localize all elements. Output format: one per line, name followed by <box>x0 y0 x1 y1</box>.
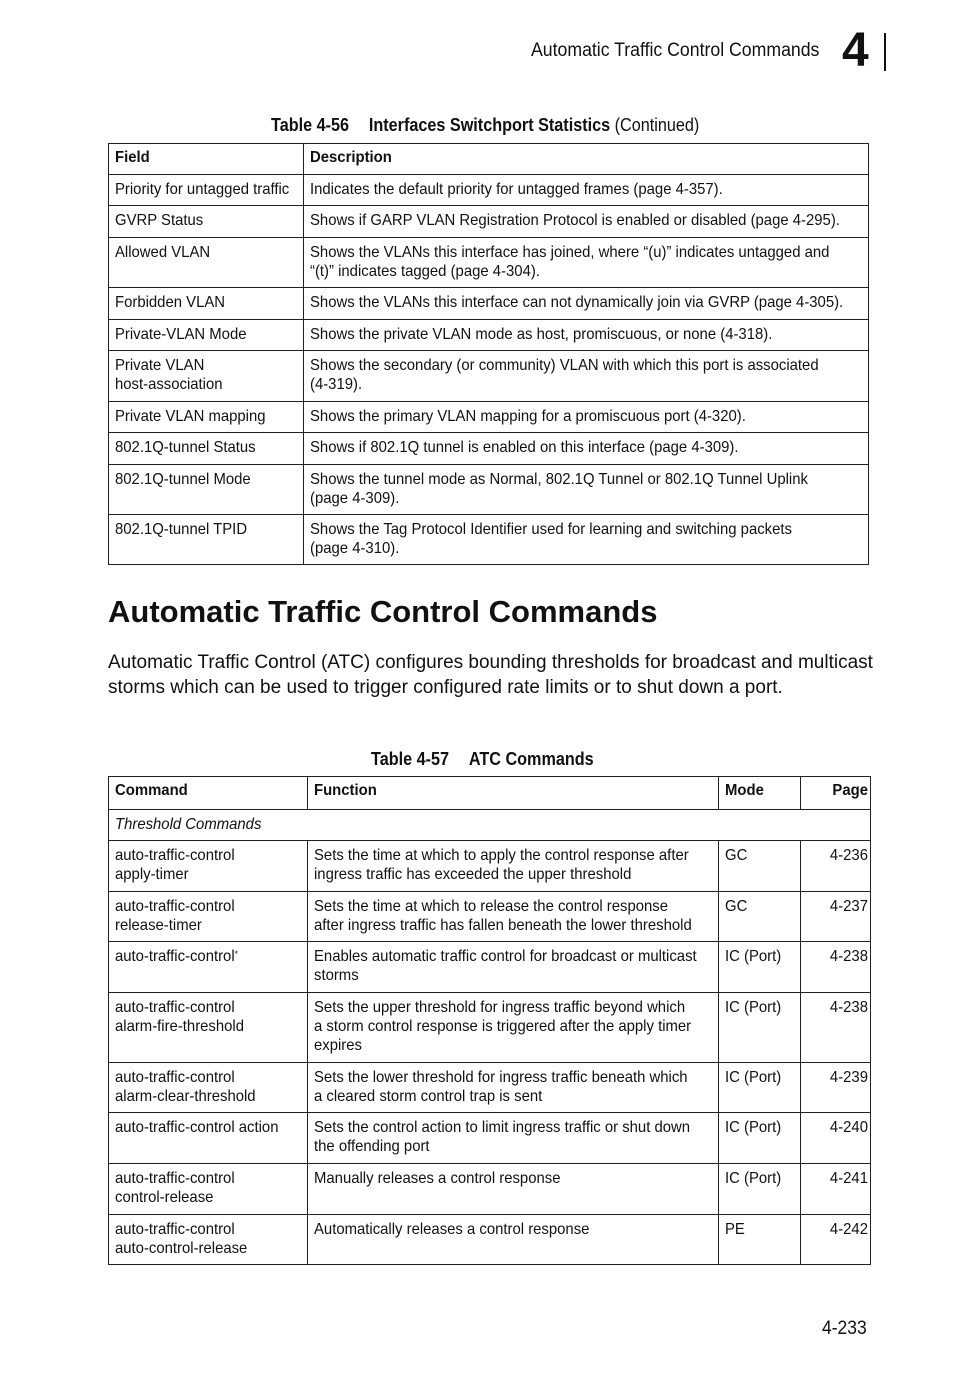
description-cell: Shows the primary VLAN mapping for a promiscuous port (4-320). <box>304 402 869 433</box>
table-row <box>109 1215 871 1265</box>
page-cell: 4-237 <box>801 892 871 942</box>
table-row <box>109 1113 871 1164</box>
function-cell: Automatically releases a control response <box>308 1215 719 1265</box>
mode-cell: IC (Port) <box>719 1113 801 1164</box>
table-header-row <box>109 144 869 175</box>
function-cell: Sets the time at which to apply the control response after ingress traffic has exceeded the upper threshold <box>308 841 719 892</box>
atc-commands-table <box>108 776 871 1265</box>
page-cell: 4-238 <box>801 942 871 993</box>
column-header-mode: Mode <box>719 777 801 810</box>
page-cell: 4-241 <box>801 1164 871 1215</box>
description-cell: Shows the VLANs this interface can not dynamically join via GVRP (page 4-305). <box>304 288 869 320</box>
table-row <box>109 465 869 515</box>
table-row <box>109 175 869 206</box>
field-cell: Private-VLAN Mode <box>109 320 304 351</box>
field-cell: GVRP Status <box>109 206 304 238</box>
table-row <box>109 206 869 238</box>
column-header-page: Page <box>801 777 871 810</box>
section-intro-paragraph: Automatic Traffic Control (ATC) configures bounding thresholds for broadcast and multicast storms which can be used to trigger configured rate limits or to shut down a port. <box>108 652 873 698</box>
command-cell: auto-traffic-control alarm-fire-threshold <box>109 993 308 1063</box>
table2-caption-title: ATC Commands <box>468 749 594 769</box>
page-cell: 4-238 <box>801 993 871 1063</box>
chapter-divider <box>884 33 886 71</box>
function-cell: Enables automatic traffic control for broadcast or multicast storms <box>308 942 719 993</box>
description-cell: Shows the Tag Protocol Identifier used for learning and switching packets (page 4-310). <box>304 515 869 565</box>
field-cell: Allowed VLAN <box>109 238 304 288</box>
table2-caption-label: Table 4-57 <box>371 749 450 769</box>
table1-caption-note: (Continued) <box>614 115 700 135</box>
footnote-marker: * <box>234 949 238 959</box>
function-cell: Sets the upper threshold for ingress traffic beyond which a storm control response is triggered after the apply timer expires <box>308 993 719 1063</box>
description-cell: Shows the VLANs this interface has joined, where “(u)” indicates untagged and “(t)” indicates tagged (page 4-304). <box>304 238 869 288</box>
table-row <box>109 942 871 993</box>
table-row <box>109 238 869 288</box>
page-number: 4-233 <box>822 1318 867 1339</box>
table-row <box>109 1164 871 1215</box>
chapter-number-badge <box>838 24 886 77</box>
table-row <box>109 320 869 351</box>
table-row <box>109 402 869 433</box>
page-cell: 4-242 <box>801 1215 871 1265</box>
field-cell: 802.1Q-tunnel Mode <box>109 465 304 515</box>
table-row <box>109 288 869 320</box>
mode-cell: IC (Port) <box>719 1063 801 1113</box>
page-cell: 4-239 <box>801 1063 871 1113</box>
field-cell: Forbidden VLAN <box>109 288 304 320</box>
mode-cell: IC (Port) <box>719 942 801 993</box>
mode-cell: IC (Port) <box>719 1164 801 1215</box>
table-header-row <box>109 777 871 810</box>
description-cell: Shows the tunnel mode as Normal, 802.1Q Tunnel or 802.1Q Tunnel Uplink (page 4-309). <box>304 465 869 515</box>
table2-caption <box>371 749 594 770</box>
command-cell: auto-traffic-control alarm-clear-threshold <box>109 1063 308 1113</box>
table1-caption-title: Interfaces Switchport Statistics <box>368 115 611 135</box>
function-cell: Sets the control action to limit ingress traffic or shut down the offending port <box>308 1113 719 1164</box>
chapter-number: 4 <box>842 24 869 77</box>
field-cell: Private VLAN host-association <box>109 351 304 402</box>
running-header-title: Automatic Traffic Control Commands <box>531 40 820 61</box>
mode-cell: IC (Port) <box>719 993 801 1063</box>
description-cell: Shows if GARP VLAN Registration Protocol is enabled or disabled (page 4-295). <box>304 206 869 238</box>
function-cell: Sets the time at which to release the control response after ingress traffic has fallen beneath the lower threshold <box>308 892 719 942</box>
mode-cell: GC <box>719 892 801 942</box>
description-cell: Shows the secondary (or community) VLAN with which this port is associated (4-319). <box>304 351 869 402</box>
description-cell: Indicates the default priority for untagged frames (page 4-357). <box>304 175 869 206</box>
command-cell: auto-traffic-control* <box>109 942 308 993</box>
command-cell: auto-traffic-control control-release <box>109 1164 308 1215</box>
table1-caption-label: Table 4-56 <box>271 115 350 135</box>
mode-cell: GC <box>719 841 801 892</box>
table-row <box>109 351 869 402</box>
page-cell: 4-240 <box>801 1113 871 1164</box>
table-row <box>109 433 869 465</box>
column-header-function: Function <box>308 777 719 810</box>
page-cell: 4-236 <box>801 841 871 892</box>
command-cell: auto-traffic-control apply-timer <box>109 841 308 892</box>
table-row <box>109 515 869 565</box>
switchport-statistics-table <box>108 143 869 565</box>
section-title: Automatic Traffic Control Commands <box>108 594 658 629</box>
command-cell: auto-traffic-control action <box>109 1113 308 1164</box>
description-cell: Shows if 802.1Q tunnel is enabled on this interface (page 4-309). <box>304 433 869 465</box>
group-label-threshold-commands: Threshold Commands <box>109 810 871 841</box>
column-header-field: Field <box>109 144 304 175</box>
command-cell: auto-traffic-control release-timer <box>109 892 308 942</box>
column-header-description: Description <box>304 144 869 175</box>
table-row <box>109 841 871 892</box>
command-cell: auto-traffic-control auto-control-release <box>109 1215 308 1265</box>
table1-caption <box>271 115 699 136</box>
field-cell: Private VLAN mapping <box>109 402 304 433</box>
table-row <box>109 892 871 942</box>
table-row <box>109 1063 871 1113</box>
description-cell: Shows the private VLAN mode as host, promiscuous, or none (4-318). <box>304 320 869 351</box>
function-cell: Sets the lower threshold for ingress traffic beneath which a cleared storm control trap is sent <box>308 1063 719 1113</box>
mode-cell: PE <box>719 1215 801 1265</box>
field-cell: 802.1Q-tunnel TPID <box>109 515 304 565</box>
table-row <box>109 993 871 1063</box>
field-cell: Priority for untagged traffic <box>109 175 304 206</box>
field-cell: 802.1Q-tunnel Status <box>109 433 304 465</box>
function-cell: Manually releases a control response <box>308 1164 719 1215</box>
table-group-row <box>109 810 871 841</box>
column-header-command: Command <box>109 777 308 810</box>
